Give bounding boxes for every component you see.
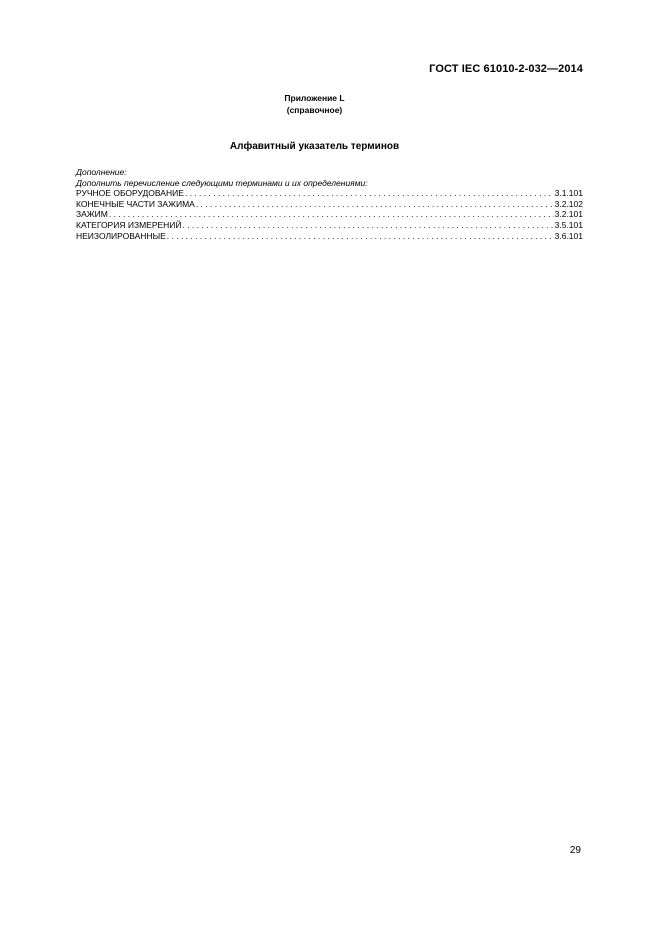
index-entry [76,188,583,199]
dot-leader [196,199,554,210]
dot-leader [109,209,554,220]
annex-subtitle: (справочное) [286,105,343,115]
addition-label: Дополнение: [76,167,127,177]
annex-heading [0,92,629,116]
dot-leader [183,220,554,231]
index-entry-ref: 3.2.102 [554,198,583,209]
index-entry-term: ЗАЖИМ [76,209,108,220]
index-content [76,167,583,241]
index-entry-ref: 3.2.101 [554,209,583,220]
index-entry-term: КОНЕЧНЫЕ ЧАСТИ ЗАЖИМА [76,198,195,209]
dot-leader [167,231,554,242]
dot-leader [185,188,554,199]
index-entry-ref: 3.1.101 [554,188,583,199]
index-entry-ref: 3.5.101 [554,219,583,230]
document-code: ГОСТ IEC 61010-2-032—2014 [429,63,583,75]
index-entry-term: РУЧНОЕ ОБОРУДОВАНИЕ [76,188,184,199]
index-entry-ref: 3.6.101 [554,230,583,241]
index-entry-term: НЕИЗОЛИРОВАННЫЕ [76,230,166,241]
index-entry [76,209,583,220]
annex-title: Приложение L [284,93,345,103]
index-entry [76,231,583,242]
index-entry [76,220,583,231]
index-entry-term: КАТЕГОРИЯ ИЗМЕРЕНИЙ [76,219,182,230]
page-number: 29 [569,845,581,856]
addition-instruction: Дополнить перечисление следующими терминами и их определениями: [76,177,368,188]
index-title: Алфавитный указатель терминов [229,141,400,152]
index-entry [76,199,583,210]
